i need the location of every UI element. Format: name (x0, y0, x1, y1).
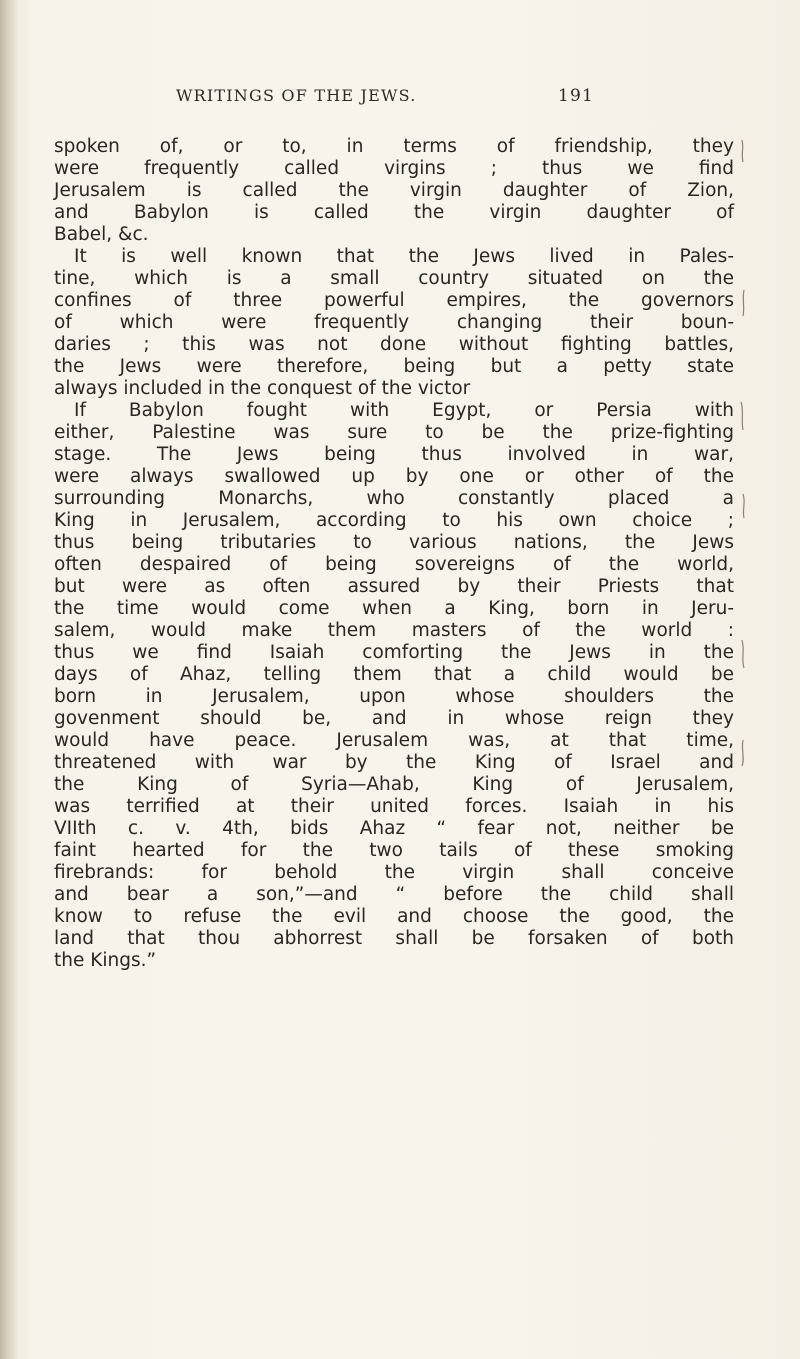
text-line: confines of three powerful empires, the governors (54, 290, 734, 311)
text-line: was terrified at their united forces. Isaiah in his (54, 796, 734, 817)
text-line: surrounding Monarchs, who constantly placed a (54, 488, 734, 509)
text-line: firebrands: for behold the virgin shall conceive (54, 862, 734, 883)
text-line: would have peace. Jerusalem was, at that time, (54, 730, 734, 751)
text-line: land that thou abhorrest shall be forsaken of both (54, 928, 734, 949)
text-line: VIIth c. v. 4th, bids Ahaz “ fear not, neither be (54, 818, 734, 839)
text-line: but were as often assured by their Priests that (54, 576, 734, 597)
text-line: daries ; this was not done without fighting battles, (54, 334, 734, 355)
text-line: and bear a son,”—and “ before the child shall (54, 884, 734, 905)
running-title: WRITINGS OF THE JEWS. (176, 86, 417, 105)
text-line: know to refuse the evil and choose the good, the (54, 906, 734, 927)
page-gutter-shadow (0, 0, 18, 1359)
text-line: thus being tributaries to various nations, the Jews (54, 532, 734, 553)
margin-bleed-marks (738, 140, 754, 790)
text-line: always included in the conquest of the victor (54, 378, 471, 399)
text-line: spoken of, or to, in terms of friendship, they (54, 136, 734, 157)
text-line: the time would come when a King, born in Jeru- (54, 598, 734, 619)
text-line: Jerusalem is called the virgin daughter of Zion, (54, 180, 734, 201)
text-line: the Kings.” (54, 950, 157, 971)
text-line: of which were frequently changing their boun- (54, 312, 734, 333)
page-number: 191 (558, 86, 595, 106)
text-line: salem, would make them masters of the world : (54, 620, 734, 641)
text-line: threatened with war by the King of Israel and (54, 752, 734, 773)
text-line: faint hearted for the two tails of these smoking (54, 840, 734, 861)
text-line: either, Palestine was sure to be the prize-fighting (54, 422, 734, 443)
text-line: If Babylon fought with Egypt, or Persia with (74, 400, 734, 421)
text-line: King in Jerusalem, according to his own choice ; (54, 510, 734, 531)
text-line: govenment should be, and in whose reign they (54, 708, 734, 729)
text-line: Babel, &c. (54, 224, 149, 245)
text-line: were frequently called virgins ; thus we find (54, 158, 734, 179)
text-line: and Babylon is called the virgin daughter of (54, 202, 734, 223)
text-line: born in Jerusalem, upon whose shoulders the (54, 686, 734, 707)
text-line: days of Ahaz, telling them that a child would be (54, 664, 734, 685)
text-line: tine, which is a small country situated on the (54, 268, 734, 289)
text-line: thus we find Isaiah comforting the Jews in the (54, 642, 734, 663)
body-text (54, 136, 734, 972)
text-line: often despaired of being sovereigns of the world, (54, 554, 734, 575)
text-line: the Jews were therefore, being but a petty state (54, 356, 734, 377)
text-line: stage. The Jews being thus involved in war, (54, 444, 734, 465)
text-line: the King of Syria—Ahab, King of Jerusalem, (54, 774, 734, 795)
text-line: were always swallowed up by one or other of the (54, 466, 734, 487)
text-line: It is well known that the Jews lived in Pales- (74, 246, 734, 267)
